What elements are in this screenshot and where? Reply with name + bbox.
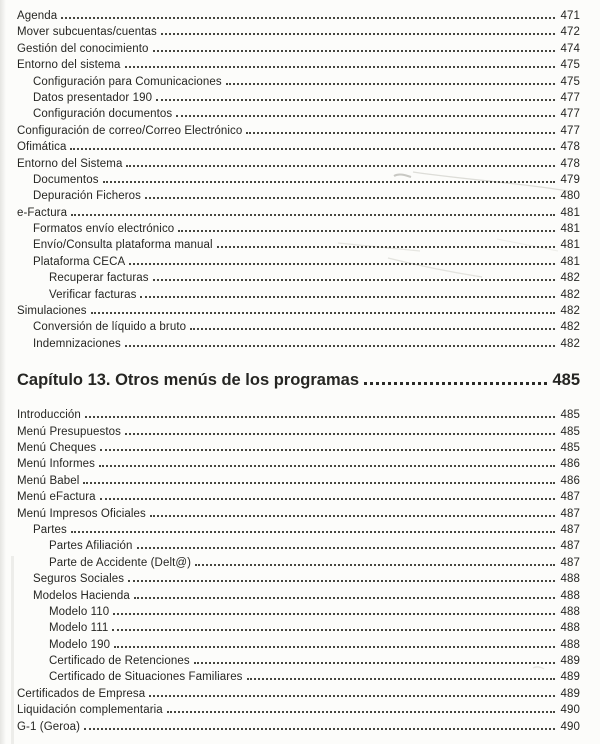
- toc-entry-label: Datos presentador 190: [33, 91, 153, 104]
- toc-entry: [17, 87, 580, 103]
- toc-entry-label: Simulaciones: [17, 305, 87, 318]
- toc-entry-page: 486: [560, 474, 580, 487]
- toc-entry-page: 487: [560, 507, 580, 520]
- dot-leader: [364, 368, 547, 385]
- dot-leader: [150, 503, 555, 517]
- toc-entry-page: 487: [560, 556, 580, 569]
- dot-leader: [112, 617, 555, 631]
- toc-entry-page: 487: [560, 523, 580, 536]
- toc-entry: [17, 234, 580, 250]
- dot-leader: [190, 316, 555, 330]
- toc-entry-page: 490: [560, 704, 580, 717]
- toc-entry-page: 477: [560, 108, 580, 121]
- toc-entry: [17, 666, 580, 682]
- toc-entry: [17, 333, 580, 349]
- dot-leader: [217, 234, 555, 248]
- dot-leader: [99, 453, 555, 467]
- toc-entry: [17, 136, 580, 152]
- toc-entry: [17, 202, 580, 218]
- dot-leader: [83, 470, 555, 484]
- chapter-heading: [17, 368, 580, 391]
- chapter-heading-label: Capítulo 13. Otros menús de los programas: [17, 371, 359, 390]
- dot-leader: [129, 251, 555, 265]
- dot-leader: [145, 185, 555, 199]
- dot-leader: [125, 54, 555, 68]
- toc-entry-label: Menú Informes: [17, 458, 95, 471]
- toc-entry: [17, 316, 580, 332]
- toc-entry: [17, 683, 580, 699]
- toc-entry: [17, 716, 580, 732]
- dot-leader: [128, 568, 555, 582]
- toc-entry: [17, 284, 580, 300]
- toc-entry-page: 485: [560, 441, 580, 454]
- dot-leader: [161, 21, 555, 35]
- toc-entry: [17, 300, 580, 316]
- toc-entry-label: e-Factura: [17, 206, 68, 219]
- toc-entry: [17, 650, 580, 666]
- toc-entry-page: 477: [560, 124, 580, 137]
- toc-entry-label: Envío/Consulta plataforma manual: [33, 239, 213, 252]
- toc-entry-label: Conversión de líquido a bruto: [33, 321, 187, 334]
- toc-entry-page: 474: [560, 42, 580, 55]
- toc-entry-page: 489: [560, 687, 580, 700]
- dot-leader: [91, 300, 555, 314]
- dot-leader: [100, 437, 555, 451]
- dot-leader: [137, 535, 555, 549]
- toc-entry-label: Menú Cheques: [17, 441, 97, 454]
- toc-entry-page: 485: [560, 425, 580, 438]
- toc-entry-page: 490: [560, 720, 580, 733]
- dot-leader: [100, 486, 555, 500]
- toc-entry-page: 475: [560, 59, 580, 72]
- toc-entry-page: 478: [560, 157, 580, 170]
- toc-entry-page: 487: [560, 540, 580, 553]
- toc-entry-label: Documentos: [33, 173, 99, 186]
- toc-entry: [17, 267, 580, 283]
- dot-leader: [226, 71, 555, 85]
- toc-entry: [17, 552, 580, 568]
- toc-entry: [17, 218, 580, 234]
- dot-leader: [140, 284, 555, 298]
- toc-entry-page: 482: [560, 305, 580, 318]
- toc-entry-label: Configuración de correo/Correo Electrónico: [17, 124, 243, 137]
- toc-entry-page: 481: [560, 255, 580, 268]
- toc-entry-page: 489: [560, 671, 580, 684]
- toc-entry-label: Ofimática: [17, 141, 67, 154]
- toc-entry-label: Depuración Ficheros: [33, 190, 142, 203]
- toc-entry: [17, 486, 580, 502]
- toc-entry: [17, 103, 580, 119]
- toc-entry-page: 486: [560, 458, 580, 471]
- toc-entry-page: 479: [560, 173, 580, 186]
- toc-entry-label: Menú Presupuestos: [17, 425, 121, 438]
- toc-entry: [17, 185, 580, 201]
- toc-entry-label: Gestión del conocimiento: [17, 42, 149, 55]
- toc-entry-label: Parte de Accidente (Delt@): [49, 556, 192, 569]
- dot-leader: [178, 218, 555, 232]
- toc-entry: [17, 5, 580, 21]
- toc-entry-page: 472: [560, 26, 580, 39]
- toc-entry: [17, 585, 580, 601]
- dot-leader: [246, 120, 555, 134]
- dot-leader: [195, 552, 555, 566]
- toc-entry-page: 475: [560, 75, 580, 88]
- toc-entry-page: 482: [560, 321, 580, 334]
- toc-entry-page: 481: [560, 206, 580, 219]
- toc-entry-page: 477: [560, 91, 580, 104]
- dot-leader: [194, 650, 555, 664]
- toc-entry: [17, 251, 580, 267]
- dot-leader: [71, 519, 555, 533]
- toc-entry: [17, 617, 580, 633]
- dot-leader: [85, 404, 555, 418]
- toc-entry-label: Agenda: [17, 10, 58, 22]
- toc-entry-label: G-1 (Geroa): [17, 720, 81, 733]
- scan-edge-shading: [0, 0, 6, 744]
- toc-entry-label: Liquidación complementaria: [17, 704, 163, 717]
- dot-leader: [126, 153, 555, 167]
- toc-entry-page: 482: [560, 272, 580, 285]
- toc-entry-page: 488: [560, 605, 580, 618]
- toc-entry-label: Partes: [33, 523, 67, 536]
- dot-leader: [153, 267, 555, 281]
- toc-entry: [17, 437, 580, 453]
- toc-entry-page: 471: [560, 10, 580, 22]
- dot-leader: [114, 634, 555, 648]
- toc-entry-label: Configuración documentos: [33, 108, 173, 121]
- toc-entry-page: 488: [560, 638, 580, 651]
- dot-leader: [167, 699, 555, 713]
- toc-entry-label: Menú Babel: [17, 474, 80, 487]
- dot-leader: [125, 333, 555, 347]
- toc-entry: [17, 71, 580, 87]
- toc-entry-page: 485: [560, 409, 580, 422]
- toc-entry: [17, 21, 580, 37]
- toc-entry: [17, 535, 580, 551]
- toc-entry-label: Entorno del Sistema: [17, 157, 123, 170]
- toc-entry-label: Configuración para Comunicaciones: [33, 75, 222, 88]
- toc-entry: [17, 404, 580, 420]
- toc-entry-page: 487: [560, 491, 580, 504]
- toc-entry: [17, 153, 580, 169]
- toc-entry-page: 489: [560, 655, 580, 668]
- toc-entry-label: Menú Impresos Oficiales: [17, 507, 146, 520]
- toc-entry-label: Modelos Hacienda: [33, 589, 130, 602]
- dot-leader: [134, 585, 555, 599]
- toc-entry-label: Plataforma CECA: [33, 255, 126, 268]
- toc-entry: [17, 470, 580, 486]
- toc-entry: [17, 38, 580, 54]
- dot-leader: [156, 87, 555, 101]
- toc-entry-label: Recuperar facturas: [49, 272, 149, 285]
- dot-leader: [149, 683, 555, 697]
- toc-entry: [17, 601, 580, 617]
- dot-leader: [113, 601, 555, 615]
- dot-leader: [247, 666, 555, 680]
- toc-entry-page: 481: [560, 223, 580, 236]
- toc-entry-label: Seguros Sociales: [33, 573, 125, 586]
- toc-entry-page: 482: [560, 337, 580, 350]
- toc-entry-label: Certificados de Empresa: [17, 687, 146, 700]
- dot-leader: [84, 716, 555, 730]
- toc-entry-page: 480: [560, 190, 580, 203]
- toc-entry: [17, 503, 580, 519]
- toc-entry: [17, 421, 580, 437]
- dot-leader: [103, 169, 555, 183]
- toc-entry: [17, 699, 580, 715]
- toc-entry-label: Partes Afiliación: [49, 540, 133, 553]
- toc-entry-label: Modelo 190: [49, 638, 111, 651]
- scan-edge-streak: [11, 556, 14, 744]
- dot-leader: [125, 421, 555, 435]
- toc-entry: [17, 453, 580, 469]
- dot-leader: [71, 202, 555, 216]
- toc-entry-label: Formatos envío electrónico: [33, 223, 175, 236]
- toc-entry: [17, 519, 580, 535]
- toc-entry-page: 488: [560, 573, 580, 586]
- toc-entry-label: Modelo 110: [49, 605, 110, 618]
- toc-entry: [17, 54, 580, 70]
- toc-entry: [17, 634, 580, 650]
- toc-entry-label: Indemnizaciones: [33, 337, 121, 350]
- toc-entry-label: Certificado de Situaciones Familiares: [49, 671, 243, 684]
- toc-entry-label: Verificar facturas: [49, 288, 137, 301]
- toc-entry-page: 482: [560, 288, 580, 301]
- dot-leader: [153, 38, 555, 52]
- toc-entry: [17, 120, 580, 136]
- toc-entry-page: 488: [560, 589, 580, 602]
- toc-entry-label: Menú eFactura: [17, 491, 96, 504]
- toc-entry-label: Certificado de Retenciones: [49, 655, 190, 668]
- chapter-heading-page: 485: [552, 371, 580, 390]
- dot-leader: [176, 103, 555, 117]
- toc-entry-page: 478: [560, 141, 580, 154]
- dot-leader: [70, 136, 555, 150]
- toc-entry-page: 488: [560, 622, 580, 635]
- toc-entry-label: Introducción: [17, 409, 81, 422]
- toc-entry-label: Entorno del sistema: [17, 59, 121, 72]
- toc-entry-page: 481: [560, 239, 580, 252]
- toc-entry-label: Modelo 111: [49, 622, 109, 635]
- toc-entry-label: Mover subcuentas/cuentas: [17, 26, 157, 39]
- toc-entry: [17, 568, 580, 584]
- table-of-contents: [17, 5, 580, 732]
- dot-leader: [61, 5, 555, 19]
